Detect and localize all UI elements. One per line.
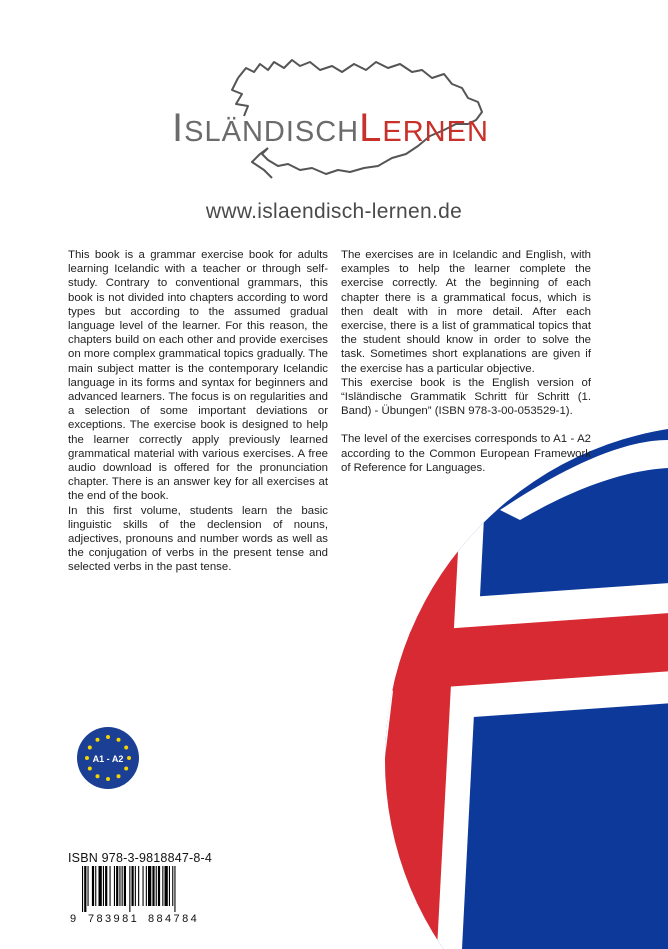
barcode-bar <box>169 866 170 906</box>
barcode-digits-left: 783981 <box>88 913 140 925</box>
barcode-bar <box>132 866 134 906</box>
barcode-bar <box>82 866 83 912</box>
barcode-bar <box>110 866 111 906</box>
description-paragraph: In this first volume, students learn the basic linguistic skills of the declension of nouns, adjectives, pronouns and number words as well as the conjugation of verbs in the present tense and selected verbs in the past tense. <box>68 504 328 574</box>
barcode-bar <box>135 866 136 906</box>
barcode-bar <box>84 866 86 912</box>
barcode-bar <box>138 866 139 906</box>
barcode-bar <box>116 866 118 906</box>
barcode-bar <box>124 866 126 906</box>
barcode-bar <box>165 866 168 906</box>
barcode-bar <box>158 866 160 906</box>
barcode-digits-right: 884784 <box>148 913 200 925</box>
barcode-bar <box>174 866 175 912</box>
logo-letter-i: I <box>172 106 185 150</box>
barcode-bar <box>92 866 94 906</box>
level-badge <box>75 725 141 791</box>
barcode-bar <box>152 866 154 906</box>
barcode-bar <box>88 866 89 906</box>
badge-label: A1 - A2 <box>92 754 124 764</box>
logo-wordmark <box>172 106 489 151</box>
publisher-logo <box>160 50 500 190</box>
barcode-bar <box>172 866 173 906</box>
barcode-bar <box>103 866 104 906</box>
description-right-column <box>341 248 591 475</box>
barcode-bar <box>129 866 130 912</box>
barcode-bar <box>162 866 163 906</box>
barcode-bar <box>122 866 123 906</box>
logo-word-lernen: ERNEN <box>382 116 489 148</box>
barcode-digit-lead: 9 <box>70 913 79 925</box>
barcode-bar <box>148 866 151 906</box>
website-url: www.islaendisch-lernen.de <box>205 200 463 223</box>
barcode-bar <box>105 866 107 906</box>
description-left-column <box>68 248 328 575</box>
barcode-bar <box>143 866 144 906</box>
barcode-graphic <box>82 866 212 912</box>
description-paragraph: The level of the exercises corresponds to A1 - A2 according to the Common European Framework of Reference for Languages. <box>341 433 591 474</box>
barcode-bar <box>99 866 102 906</box>
barcode-bar <box>156 866 157 906</box>
description-paragraph: The exercises are in Icelandic and English, with examples to help the learner complete the exercise correctly. At the beginning of each chapter there is a grammatical focus, which is then dealt with in more detail. After each exercise, there is a list of grammatical topics that the student should know in order to solve the task. Sometimes short explanations are given if the exercise has a particular objective. <box>341 249 591 375</box>
logo-letter-l: L <box>359 106 383 150</box>
logo-word-islaendisch: SLÄNDISCH <box>184 116 360 148</box>
barcode-bar <box>146 866 147 906</box>
isbn-label: ISBN 978-3-9818847-8-4 <box>68 851 213 865</box>
barcode-bar <box>119 866 120 906</box>
barcode-bar <box>114 866 115 906</box>
description-paragraph: This book is a grammar exercise book for adults learning Icelandic with a teacher or through self-study. Contrary to conventional grammars, this book is not divided into chapters according to word types but according to the assumed gradual language level of the learner. For this reason, the chapters build on each other and provide exercises on more complex grammatical topics gradually. The main subject matter is the contemporary Icelandic language in its forms and syntax for beginners and advanced learners. The focus is on regularities and a selection of some important deviations or exceptions. The exercise book is designed to help the learner correctly apply previously learned grammatical material with various exercises. A free audio download is offered for the pronunciation chapter. There is an answer key for all exercises at the end of the book. <box>68 249 328 503</box>
description-paragraph: This exercise book is the English version of “Isländische Grammatik Schritt für Schritt (1. Band) - Übungen” (ISBN 978-3-00-053529-1). <box>341 376 591 418</box>
barcode-bar <box>95 866 96 906</box>
